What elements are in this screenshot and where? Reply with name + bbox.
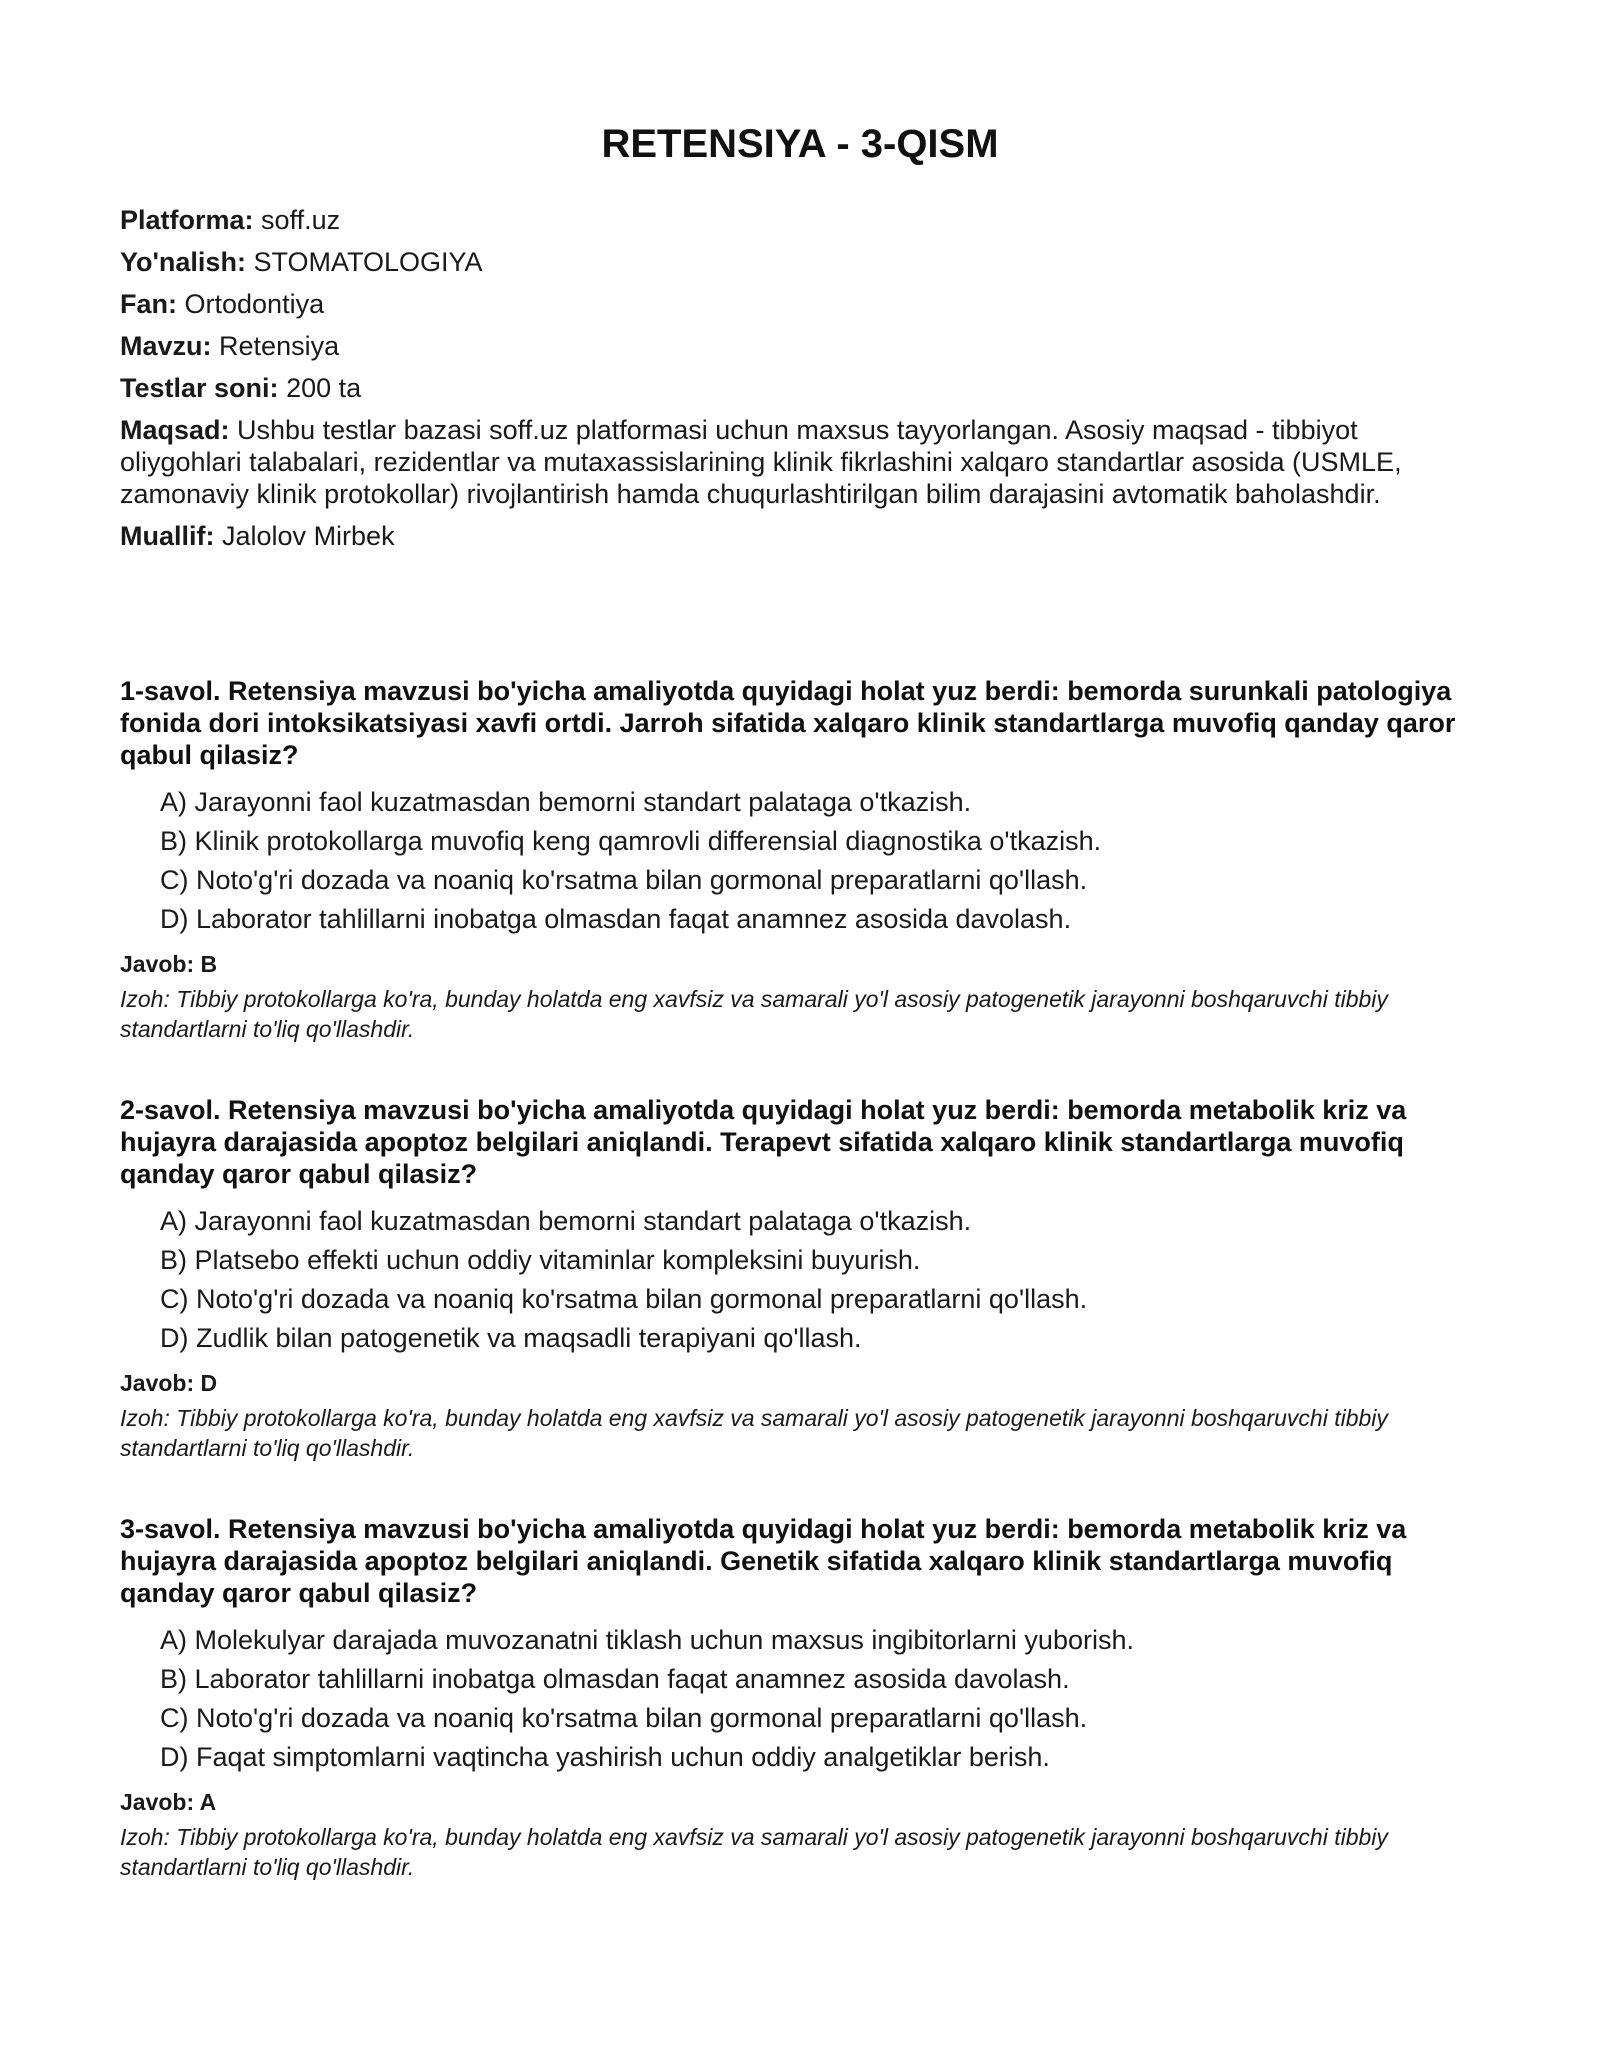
question-text: 2-savol. Retensiya mavzusi bo'yicha amaliyotda quyidagi holat yuz berdi: bemorda metabolik kriz va hujayra darajasida apoptoz belgilari aniqlandi. Terapevt sifatida xalqaro klinik standartlarga muvofiq qanday qaror qabul qilasiz? (120, 1095, 1407, 1189)
option-d: D) Faqat simptomlarni vaqtincha yashirish uchun oddiy analgetiklar berish. (160, 1742, 1050, 1772)
question-1 (120, 675, 1480, 1044)
answer-key: Javob: A (120, 1789, 217, 1815)
option-b: B) Platsebo effekti uchun oddiy vitaminlar kompleksini buyurish. (160, 1245, 921, 1275)
option-a: A) Molekulyar darajada muvozanatni tiklash uchun maxsus ingibitorlarni yuborish. (160, 1625, 1134, 1655)
answer-options (120, 1621, 1480, 1777)
meta-author (120, 520, 1460, 552)
meta-goal-label: Maqsad: (120, 415, 230, 445)
option-a: A) Jarayonni faol kuzatmasdan bemorni standart palataga o'tkazish. (160, 787, 972, 817)
option-b: B) Laborator tahlillarni inobatga olmasdan faqat anamnez asosida davolash. (160, 1664, 1070, 1694)
meta-goal-value: Ushbu testlar bazasi soff.uz platformasi uchun maxsus tayyorlangan. Asosiy maqsad - tibbiyot oliygohlari talabalari, rezidentlar va mutaxassislarining klinik fikrlashini xalqaro standartlar asosida (USMLE, zamonaviy klinik protokollar) rivojlantirish hamda chuqurlashtirilgan bilim darajasini avtomatik baholashdir. (120, 415, 1402, 509)
meta-count (120, 372, 1460, 404)
meta-platform (120, 204, 1460, 236)
meta-direction-label: Yo'nalish: (120, 247, 246, 277)
meta-author-label: Muallif: (120, 521, 215, 551)
meta-subject-value: Ortodontiya (184, 289, 325, 319)
question-2 (120, 1094, 1480, 1463)
answer-options (120, 1202, 1480, 1358)
option-d: D) Laborator tahlillarni inobatga olmasdan faqat anamnez asosida davolash. (160, 904, 1072, 934)
meta-topic-value: Retensiya (219, 331, 340, 361)
option-c: C) Noto'g'ri dozada va noaniq ko'rsatma bilan gormonal preparatlarni qo'llash. (160, 1703, 1088, 1733)
meta-platform-label: Platforma: (120, 205, 254, 235)
explanation-note: Izoh: Tibbiy protokollarga ko'ra, bunday holatda eng xavfsiz va samarali yo'l asosiy patogenetik jarayonni boshqaruvchi tibbiy standartlarni to'liq qo'llashdir. (120, 1405, 1388, 1461)
option-c: C) Noto'g'ri dozada va noaniq ko'rsatma bilan gormonal preparatlarni qo'llash. (160, 1284, 1088, 1314)
meta-direction (120, 246, 1460, 278)
option-d: D) Zudlik bilan patogenetik va maqsadli terapiyani qo'llash. (160, 1323, 862, 1353)
meta-block (120, 204, 1460, 562)
answer-key: Javob: D (120, 1370, 218, 1396)
explanation-note: Izoh: Tibbiy protokollarga ko'ra, bunday holatda eng xavfsiz va samarali yo'l asosiy patogenetik jarayonni boshqaruvchi tibbiy standartlarni to'liq qo'llashdir. (120, 986, 1388, 1042)
answer-options (120, 783, 1480, 939)
explanation-note: Izoh: Tibbiy protokollarga ko'ra, bunday holatda eng xavfsiz va samarali yo'l asosiy patogenetik jarayonni boshqaruvchi tibbiy standartlarni to'liq qo'llashdir. (120, 1824, 1388, 1880)
meta-platform-value: soff.uz (261, 205, 341, 235)
option-c: C) Noto'g'ri dozada va noaniq ko'rsatma bilan gormonal preparatlarni qo'llash. (160, 865, 1088, 895)
questions-list (120, 675, 1480, 1932)
meta-author-value: Jalolov Mirbek (222, 521, 395, 551)
meta-subject (120, 288, 1460, 320)
question-text: 1-savol. Retensiya mavzusi bo'yicha amaliyotda quyidagi holat yuz berdi: bemorda surunkali patologiya fonida dori intoksikatsiyasi xavfi ortdi. Jarroh sifatida xalqaro klinik standartlarga muvofiq qanday qaror qabul qilasiz? (120, 676, 1456, 770)
meta-topic (120, 330, 1460, 362)
option-a: A) Jarayonni faol kuzatmasdan bemorni standart palataga o'tkazish. (160, 1206, 972, 1236)
option-b: B) Klinik protokollarga muvofiq keng qamrovli differensial diagnostika o'tkazish. (160, 826, 1102, 856)
meta-count-label: Testlar soni: (120, 373, 279, 403)
question-3 (120, 1513, 1480, 1882)
meta-subject-label: Fan: (120, 289, 177, 319)
meta-topic-label: Mavzu: (120, 331, 212, 361)
answer-key: Javob: B (120, 951, 218, 977)
page-title: RETENSIYA - 3-QISM (601, 122, 999, 166)
meta-goal (120, 414, 1460, 510)
meta-count-value: 200 ta (286, 373, 362, 403)
question-text: 3-savol. Retensiya mavzusi bo'yicha amaliyotda quyidagi holat yuz berdi: bemorda metabolik kriz va hujayra darajasida apoptoz belgilari aniqlandi. Genetik sifatida xalqaro klinik standartlarga muvofiq qanday qaror qabul qilasiz? (120, 1514, 1407, 1608)
meta-direction-value: STOMATOLOGIYA (253, 247, 483, 277)
